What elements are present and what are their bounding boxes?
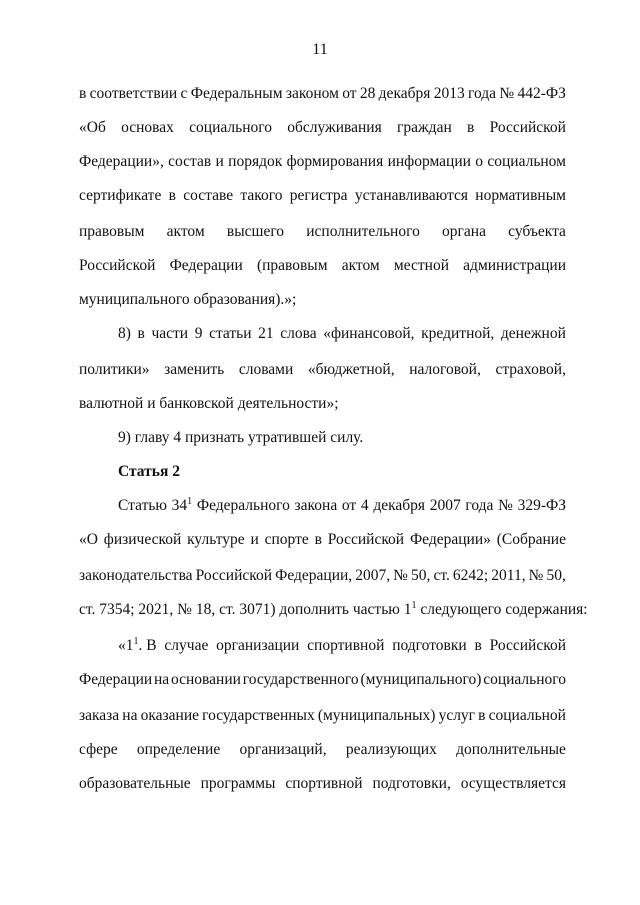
word: в (168, 187, 176, 204)
word: органа (442, 223, 486, 240)
word: от (342, 85, 357, 102)
word: устанавливаются (354, 187, 468, 204)
word: правовым (79, 223, 145, 240)
word: оказание (140, 707, 199, 724)
word: сертификате (79, 187, 162, 204)
word: заказа (79, 707, 120, 724)
word: 28 (359, 85, 376, 102)
superscript: 1 (411, 600, 417, 611)
text-line (79, 566, 566, 586)
word: субъекта (508, 223, 566, 240)
word: осуществляется (460, 775, 566, 792)
word: «финансовой, (323, 325, 415, 342)
word: социального (189, 119, 272, 136)
text-line (79, 256, 566, 276)
text-line: ст. 7354; 2021, № 18, ст. 3071) дополнить частью $1^1$ следующего содержания: (79, 600, 588, 618)
word: (муниципального) (360, 671, 482, 688)
word: заменить (164, 361, 225, 378)
word: Федерации» (409, 531, 491, 548)
word: услуг (438, 707, 476, 724)
word: в (474, 637, 482, 654)
word: года (468, 85, 497, 102)
word: части (151, 325, 189, 342)
word: 2013 (433, 85, 465, 102)
word: основании (170, 671, 241, 688)
word: 50, (411, 567, 431, 584)
text-line (79, 740, 566, 760)
word: года (465, 497, 494, 514)
word: от (341, 497, 357, 514)
word: нормативным (475, 187, 566, 204)
word: декабря (378, 85, 431, 102)
word: в (467, 119, 475, 136)
text-line (79, 84, 566, 104)
word: № (499, 85, 515, 102)
word: сфере (79, 741, 118, 758)
word: «О (79, 531, 98, 548)
word: в (478, 707, 486, 724)
text-line (118, 636, 566, 656)
word: 50, (546, 567, 566, 584)
word: формирования (286, 153, 384, 170)
word: Российской (79, 257, 156, 274)
word: 2011, (491, 567, 526, 584)
word: Российской (327, 531, 405, 548)
word: подготовки (392, 637, 467, 654)
word: (Собрание (496, 531, 566, 548)
word: социальной (488, 707, 566, 724)
word: высшего (226, 223, 285, 240)
word: Статью (118, 497, 167, 514)
text-line: валютной и банковской деятельности»; (79, 395, 339, 412)
word: законом (285, 85, 339, 102)
text-line (79, 186, 566, 206)
word-with-superscript: $34^1$ (171, 496, 193, 514)
word: составе (183, 187, 234, 204)
word: и (215, 153, 224, 170)
text-line: 9) главу 4 признать утратившей силу. (118, 429, 364, 446)
word: на (154, 671, 170, 688)
word: «бюджетной, (307, 361, 395, 378)
word: Российской (489, 637, 566, 654)
word: 2007 (429, 497, 461, 514)
word: статьи (209, 325, 252, 342)
word: социальном (487, 153, 566, 170)
word: страховой, (495, 361, 566, 378)
page-number: 11 (312, 41, 328, 58)
text-line (79, 118, 566, 138)
text-line (79, 706, 566, 726)
word: культуре (187, 531, 245, 548)
superscript: 1 (133, 636, 139, 647)
word: государственного (242, 671, 359, 688)
word: Федерации (169, 257, 243, 274)
word: дополнительные (456, 741, 566, 758)
word: налоговой, (409, 361, 481, 378)
word: 2007, (355, 567, 391, 584)
word: актом (166, 223, 205, 240)
word: Федерации (79, 671, 153, 688)
word: регистра (289, 187, 348, 204)
word: Федерации», (79, 153, 164, 170)
word: денежной (500, 325, 566, 342)
word: на (122, 707, 138, 724)
text-line (118, 496, 566, 516)
word: программы (200, 775, 276, 792)
word: спортивной (285, 775, 363, 792)
word: государственных (202, 707, 315, 724)
word: организаций, (239, 741, 327, 758)
text-line (79, 222, 566, 242)
word: физической (103, 531, 182, 548)
word: 329-ФЗ (517, 497, 566, 514)
word: в (314, 531, 322, 548)
word: 6242; (452, 567, 489, 584)
word: слова (280, 325, 317, 342)
word: организации (216, 637, 300, 654)
text-line (79, 360, 566, 380)
word: Российской (489, 119, 566, 136)
word: Российской (195, 567, 273, 584)
word: состав (168, 153, 212, 170)
word: ст. (433, 567, 450, 584)
word: исполнительного (306, 223, 420, 240)
word: обслуживания (287, 119, 382, 136)
word: порядок (228, 153, 283, 170)
text-line (79, 152, 566, 172)
word: Федерации, (275, 567, 353, 584)
word: информации (387, 153, 471, 170)
word: спорте (264, 531, 309, 548)
word: социального (483, 671, 566, 688)
word: (муниципальных) (317, 707, 436, 724)
text-line (79, 530, 566, 550)
word: с (180, 85, 188, 102)
word: политики» (79, 361, 150, 378)
word: 442-ФЗ (517, 85, 566, 102)
word: актом (341, 257, 380, 274)
word: основах (121, 119, 174, 136)
word: случае (164, 637, 209, 654)
word: в (79, 85, 87, 102)
word: 8) (118, 325, 131, 342)
word: «Об (79, 119, 106, 136)
word: законодательства (79, 567, 193, 584)
text-line (79, 670, 566, 690)
article-heading: Статья 2 (118, 463, 180, 480)
word: Федерального (196, 497, 290, 514)
word: и (250, 531, 259, 548)
text-line: муниципального образования).»; (79, 291, 297, 308)
word: 4 (360, 497, 369, 514)
word: кредитной, (421, 325, 495, 342)
word: № (393, 567, 408, 584)
word: администрации (463, 257, 566, 274)
word: 9 (194, 325, 203, 342)
word: закона (294, 497, 338, 514)
word: местной (393, 257, 449, 274)
word: спортивной (307, 637, 385, 654)
word: 21 (258, 325, 274, 342)
word: соответствии (89, 85, 178, 102)
word: № (528, 567, 544, 584)
word: реализующих (345, 741, 437, 758)
word: Федеральным (190, 85, 283, 102)
word: определение (136, 741, 221, 758)
word: словами (238, 361, 294, 378)
word: подготовки, (372, 775, 451, 792)
word: (правовым (256, 257, 328, 274)
word-with-superscript: «$1^1$. В (118, 636, 157, 654)
word: декабря (373, 497, 426, 514)
word: № (498, 497, 513, 514)
word: в (137, 325, 145, 342)
text-line (79, 774, 566, 794)
word: такого (240, 187, 283, 204)
word: образовательные (79, 775, 191, 792)
word: о (475, 153, 484, 170)
text-line (118, 324, 566, 344)
superscript: 1 (187, 496, 193, 507)
word: граждан (396, 119, 452, 136)
